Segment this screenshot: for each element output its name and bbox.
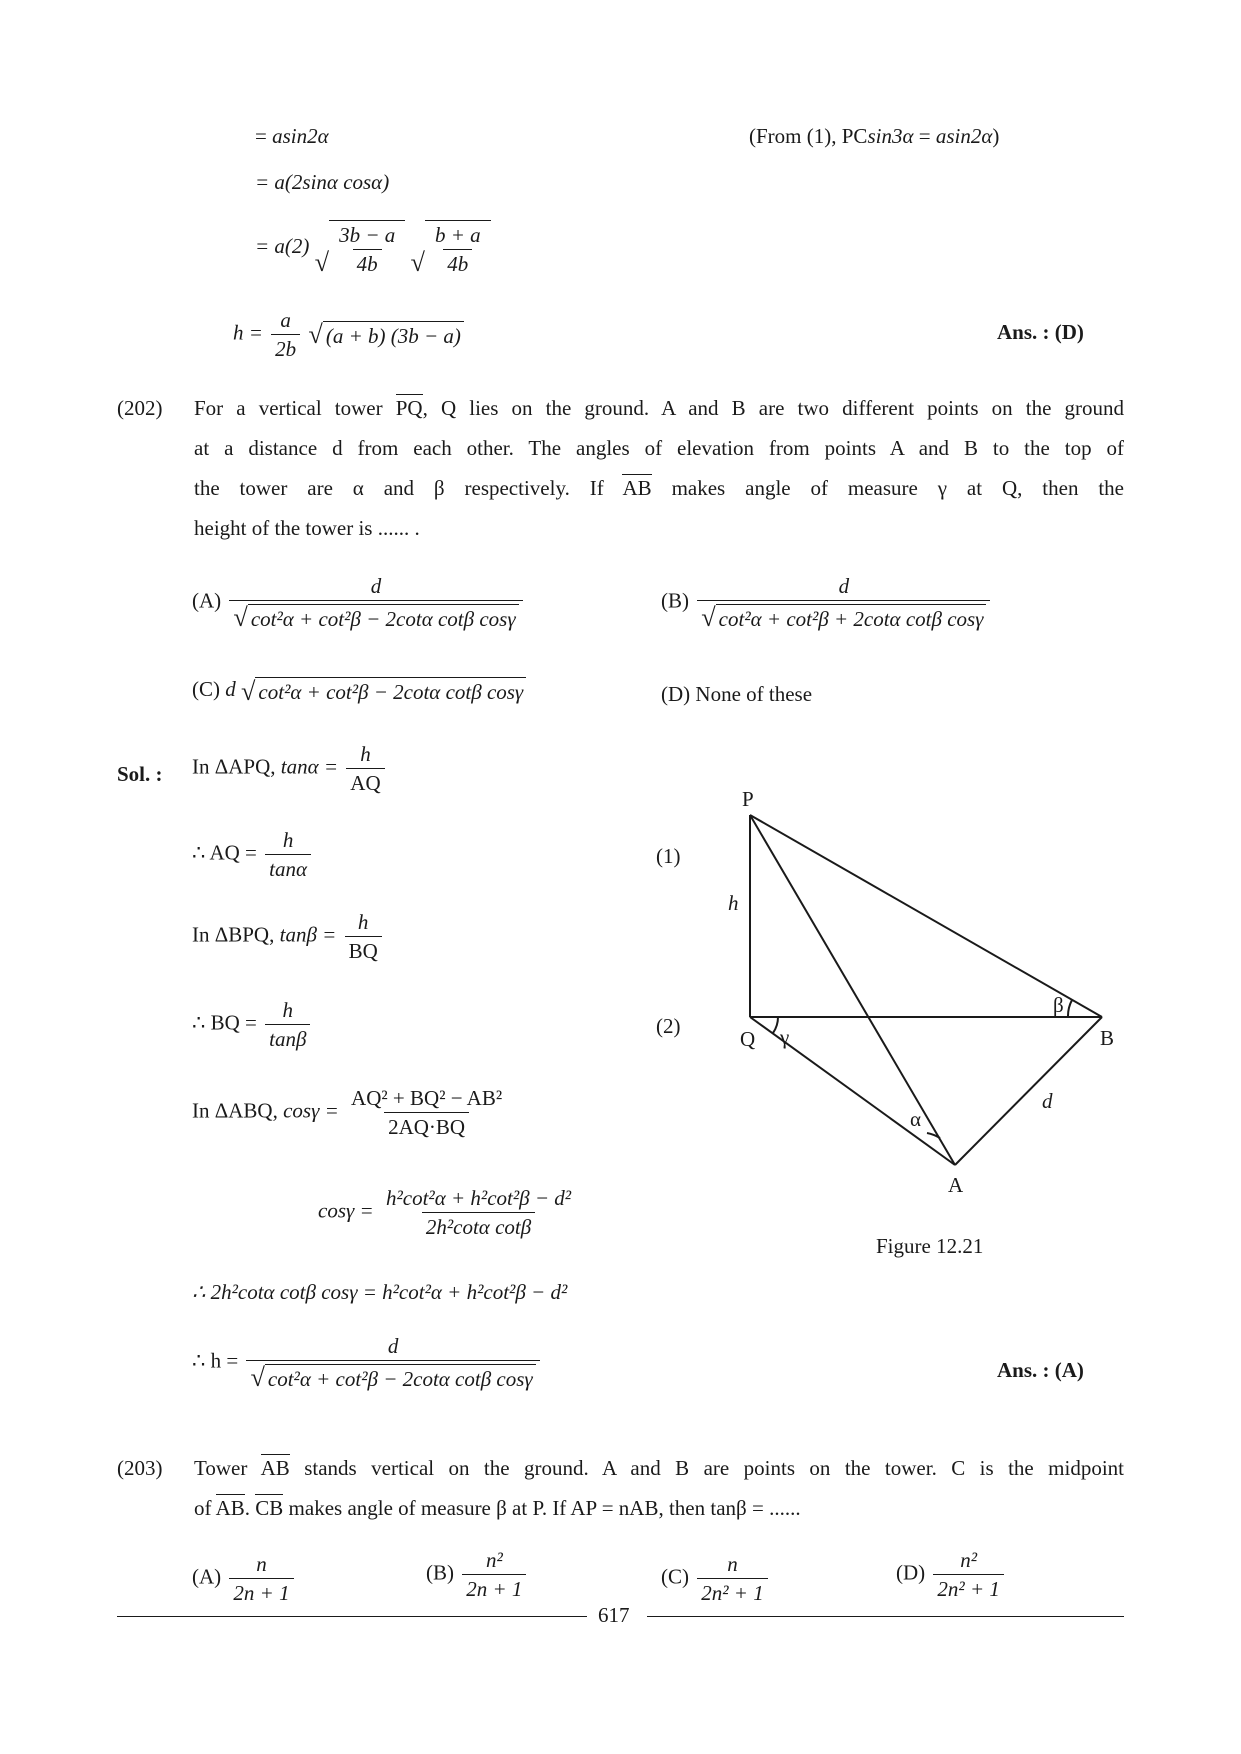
label-h: h <box>728 891 739 915</box>
q202-line-1: For a vertical tower PQ, Q lies on the ground. A and B are two different points on the ground <box>194 396 1124 420</box>
option-d-203: (D) $\frac{\text{n²}}{\text{2n² + 1}}$ <box>896 1548 1007 1601</box>
page-number: 617 <box>598 1603 630 1627</box>
figure-diagram <box>728 787 1130 1250</box>
q202-line-2: at a distance d from each other. The angles of elevation from points A and B to the top of <box>194 436 1124 460</box>
sol-step-1: In ΔAPQ, tanα = $\frac{h}{AQ}$ <box>192 742 388 795</box>
sol-step-6: cosγ = $\frac{\text{h²cot²α + h²cot²β − d²}}{\text{2h²cotα cotβ}}$ <box>318 1186 572 1240</box>
sol-step-2: ∴ AQ = $\frac{h}{\tan\alpha}$ <box>192 828 314 881</box>
figure-caption: Figure 12.21 <box>876 1234 984 1258</box>
question-number-203: (203) <box>117 1456 163 1480</box>
equation-tag-2: (2) <box>656 1014 681 1038</box>
line-pb <box>750 815 1102 1017</box>
arc-beta <box>1068 1000 1072 1017</box>
question-203-text <box>194 1448 1124 1528</box>
label-beta: β <box>1053 993 1064 1017</box>
label-q: Q <box>740 1027 756 1051</box>
label-d: d <box>1042 1089 1053 1113</box>
derivation-line-3: = a(2) √ $\frac{3b - a}{4b}$ √ $\frac{b + a}{4b}$ <box>255 220 491 276</box>
option-a-202: (A) d √ cot²α + cot²β − 2cotα cotβ cosγ <box>192 574 526 631</box>
option-b-203: (B) $\frac{\text{n²}}{2n + 1}$ <box>426 1548 529 1601</box>
answer-a: Ans. : (A) <box>997 1358 1084 1382</box>
line-ab <box>955 1017 1102 1165</box>
question-number-202: (202) <box>117 396 163 420</box>
derivation-line-1: = asin2α <box>255 124 329 148</box>
equation-tag-1: (1) <box>656 844 681 868</box>
sol-step-5: In ΔABQ, cosγ = $\frac{\text{AQ² + BQ² − AB²}}{2AQ\cdot BQ}$ <box>192 1086 503 1140</box>
sol-step-3: In ΔBPQ, tanβ = $\frac{h}{BQ}$ <box>192 910 385 963</box>
option-c-203: (C) $\frac{n}{\text{2n² + 1}}$ <box>661 1552 771 1605</box>
footer-rule-right <box>647 1616 1124 1617</box>
footer-rule-left <box>117 1616 587 1617</box>
q203-line-2: of AB. CB makes angle of measure β at P. If AP = nAB, then tanβ = ...... <box>194 1496 801 1520</box>
q203-line-1: Tower AB stands vertical on the ground. A and B are points on the tower. C is the midpoint <box>194 1456 1125 1480</box>
sol-step-8: ∴ h = d √ cot²α + cot²β − 2cotα cotβ cosγ <box>192 1334 543 1391</box>
option-b-202: (B) d √ cot²α + cot²β + 2cotα cotβ cosγ <box>661 574 993 631</box>
label-p: P <box>742 787 754 811</box>
sol-step-4: ∴ BQ = $\frac{h}{\tan\beta}$ <box>192 998 313 1051</box>
height-formula: h = $\frac{a}{2b}$ √ (a + b) (3b − a) <box>233 308 464 361</box>
question-202-text <box>194 388 1124 548</box>
q202-line-3: the tower are α and β respectively. If AB makes angle of measure γ at Q, then the <box>194 476 1125 500</box>
label-b: B <box>1100 1026 1115 1050</box>
line-pa <box>750 815 955 1165</box>
option-d-202: (D) None of these <box>661 682 813 706</box>
option-c-202: (C) d √ cot²α + cot²β − 2cotα cotβ cosγ <box>192 677 526 705</box>
option-a-203: (A) $\frac{n}{2n + 1}$ <box>192 1552 297 1605</box>
label-a: A <box>948 1173 964 1197</box>
solution-label: Sol. : <box>117 762 163 786</box>
label-gamma: γ <box>780 1025 790 1049</box>
label-alpha: α <box>910 1107 922 1131</box>
arc-gamma <box>773 1017 778 1033</box>
answer-d: Ans. : (D) <box>997 320 1084 344</box>
derivation-note: (From (1), PCsin3α = asin2α) <box>749 124 1000 148</box>
sol-step-7: ∴ 2h²cotα cotβ cosγ = h²cot²α + h²cot²β − d² <box>192 1280 568 1304</box>
q202-line-4: height of the tower is ...... . <box>194 516 420 540</box>
derivation-line-2: = a(2sinα cosα) <box>255 170 390 194</box>
